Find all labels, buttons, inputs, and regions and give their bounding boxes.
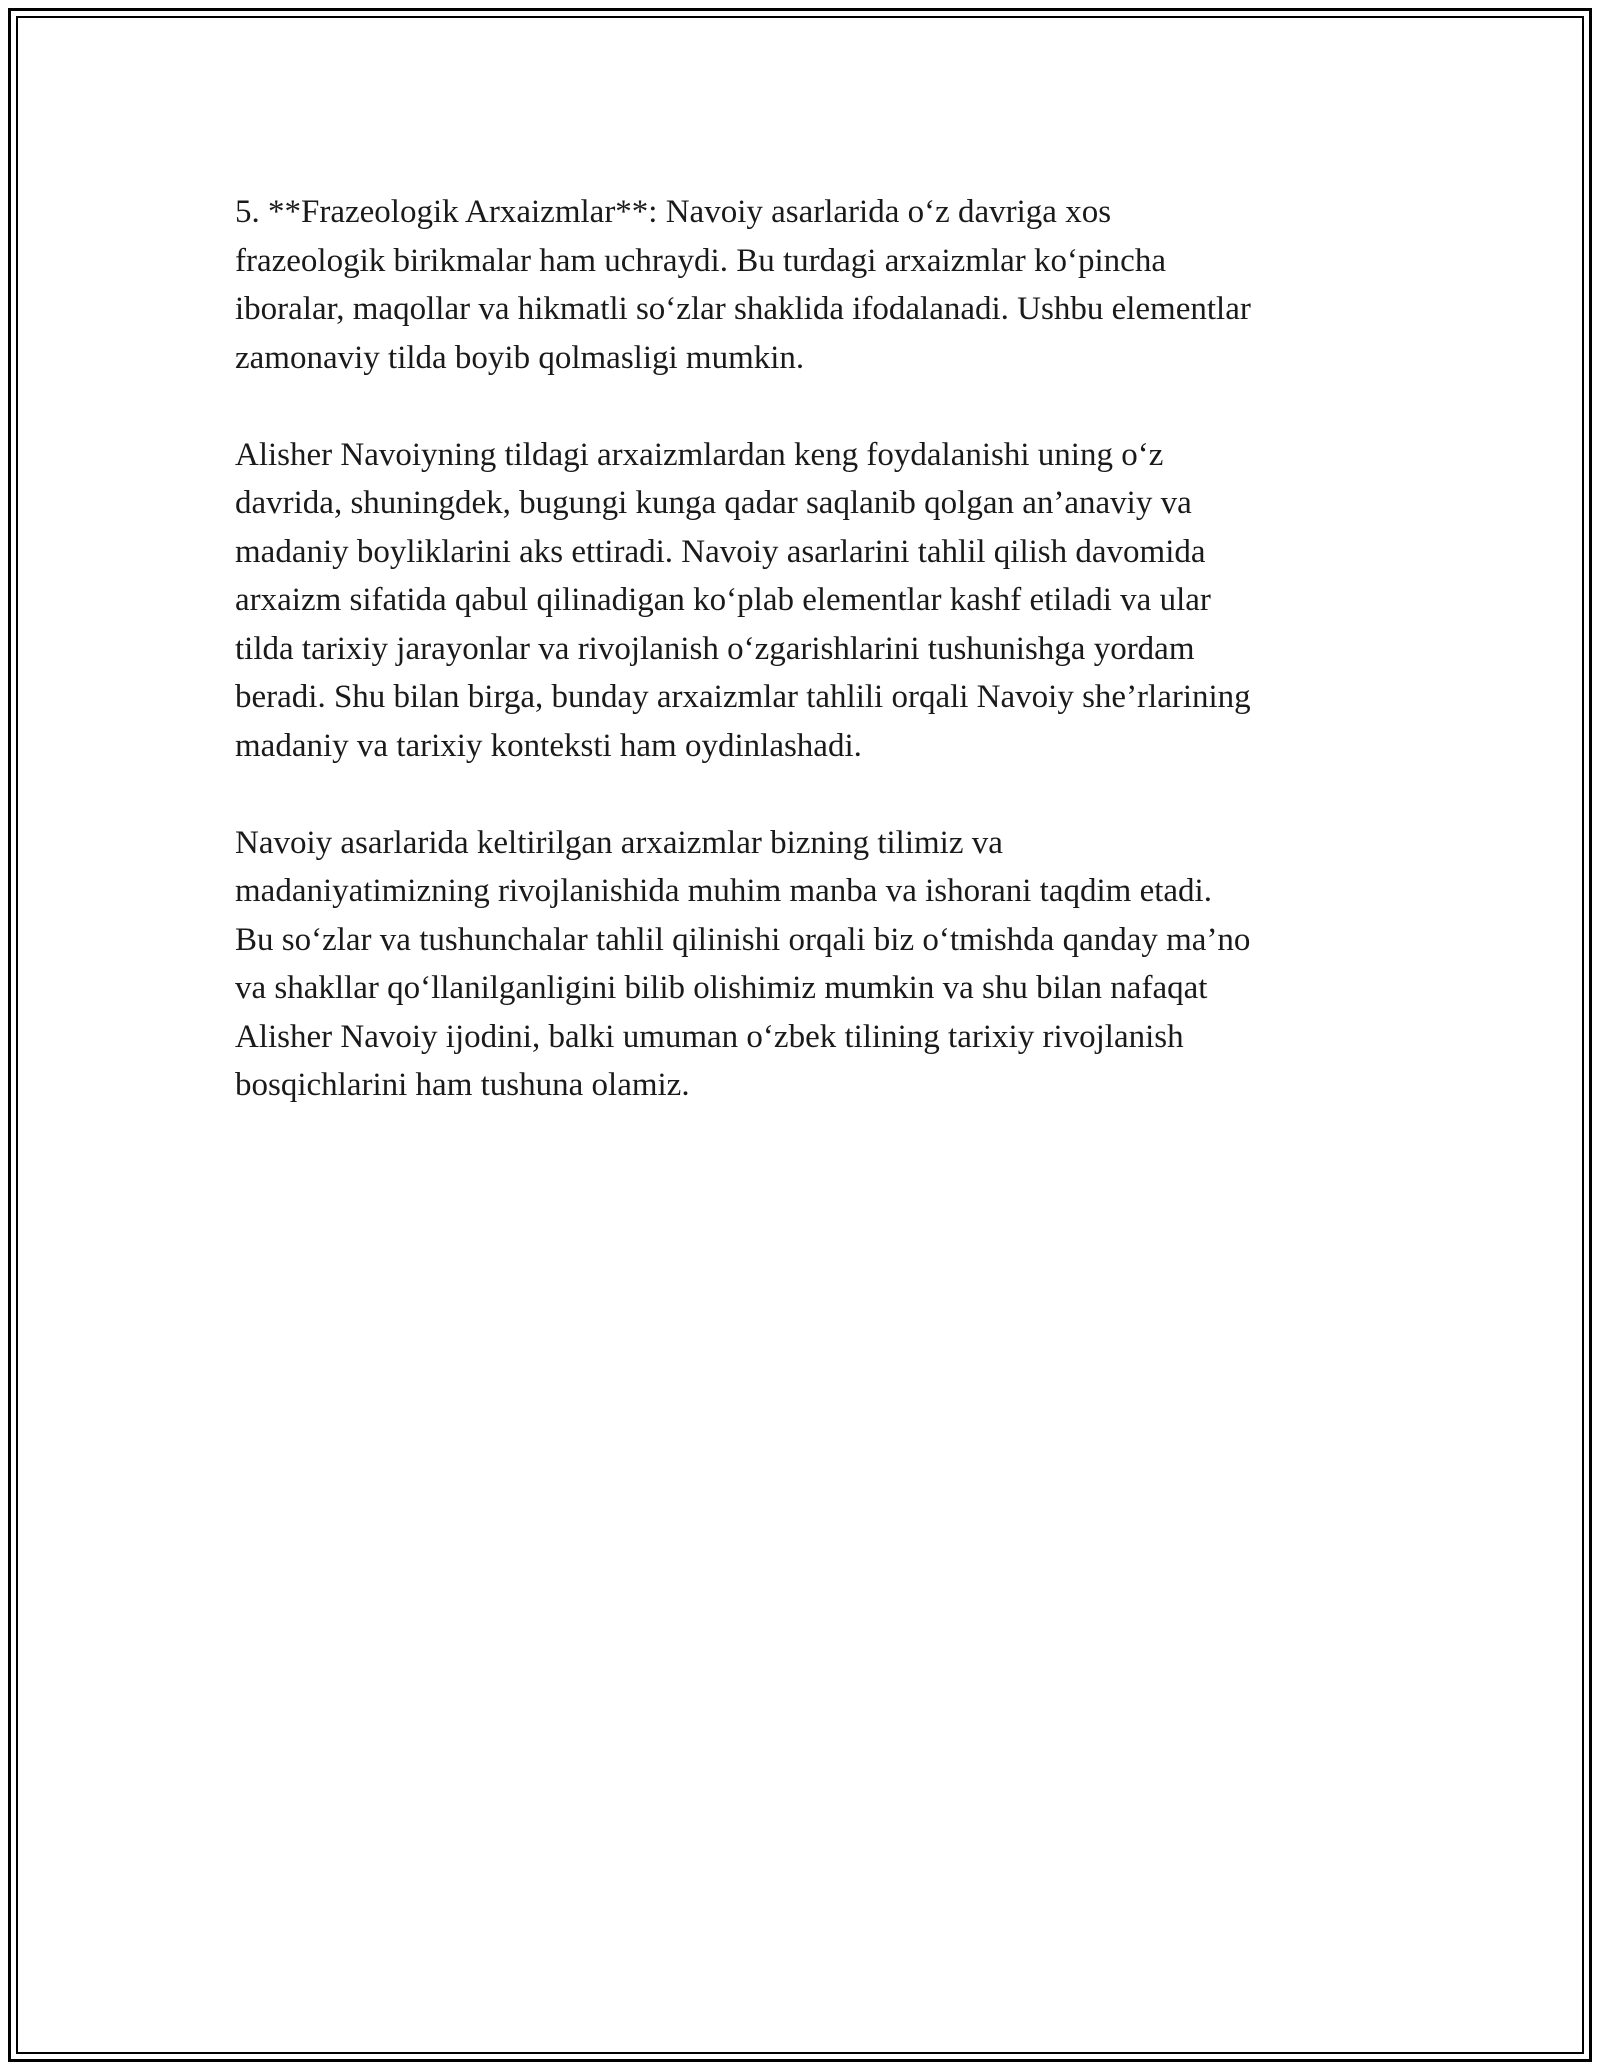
text-line: bosqichlarini ham tushuna olamiz. [235, 1067, 690, 1103]
paragraph-navoiy-arxaizmlar [235, 431, 1370, 771]
text-line: tilda tarixiy jarayonlar va rivojlanish oʻzgarishlarini tushunishga yordam [235, 630, 1195, 667]
text-line: madaniyatimizning rivojlanishida muhim manba va ishorani taqdim etadi. [235, 873, 1212, 909]
text-line: 5. **Frazeologik Arxaizmlar**: Navoiy asarlarida oʻz davriga xos [235, 194, 1112, 230]
text-line: Navoiy asarlarida keltirilgan arxaizmlar bizning tilimiz va [235, 824, 1003, 861]
document-body [235, 188, 1370, 1158]
text-line: va shakllar qoʻllanilganligini bilib olishimiz mumkin va shu bilan nafaqat [235, 970, 1208, 1006]
text-line: beradi. Shu bilan birga, bunday arxaizmlar tahlili orqali Navoiy she’rlarining [235, 679, 1251, 715]
text-line: arxaizm sifatida qabul qilinadigan koʻplab elementlar kashf etiladi va ular [235, 582, 1211, 618]
paragraph-frazeologik-arxaizmlar [235, 188, 1370, 382]
text-line: Bu soʻzlar va tushunchalar tahlil qilinishi orqali biz oʻtmishda qanday ma’no [235, 921, 1251, 958]
text-line: Alisher Navoiyning tildagi arxaizmlardan keng foydalanishi uning oʻz [235, 436, 1164, 473]
text-line: davrida, shuningdek, bugungi kunga qadar saqlanib qolgan an’anaviy va [235, 485, 1192, 521]
text-line: madaniy boyliklarini aks ettiradi. Navoiy asarlarini tahlil qilish davomida [235, 533, 1206, 570]
paragraph-conclusion [235, 819, 1370, 1110]
text-line: frazeologik birikmalar ham uchraydi. Bu turdagi arxaizmlar koʻpincha [235, 242, 1166, 279]
text-line: Alisher Navoiy ijodini, balki umuman oʻzbek tilining tarixiy rivojlanish [235, 1018, 1184, 1055]
text-line: zamonaviy tilda boyib qolmasligi mumkin. [235, 339, 805, 376]
text-line: madaniy va tarixiy konteksti ham oydinlashadi. [235, 727, 862, 764]
text-line: iboralar, maqollar va hikmatli soʻzlar shaklida ifodalanadi. Ushbu elementlar [235, 291, 1251, 327]
